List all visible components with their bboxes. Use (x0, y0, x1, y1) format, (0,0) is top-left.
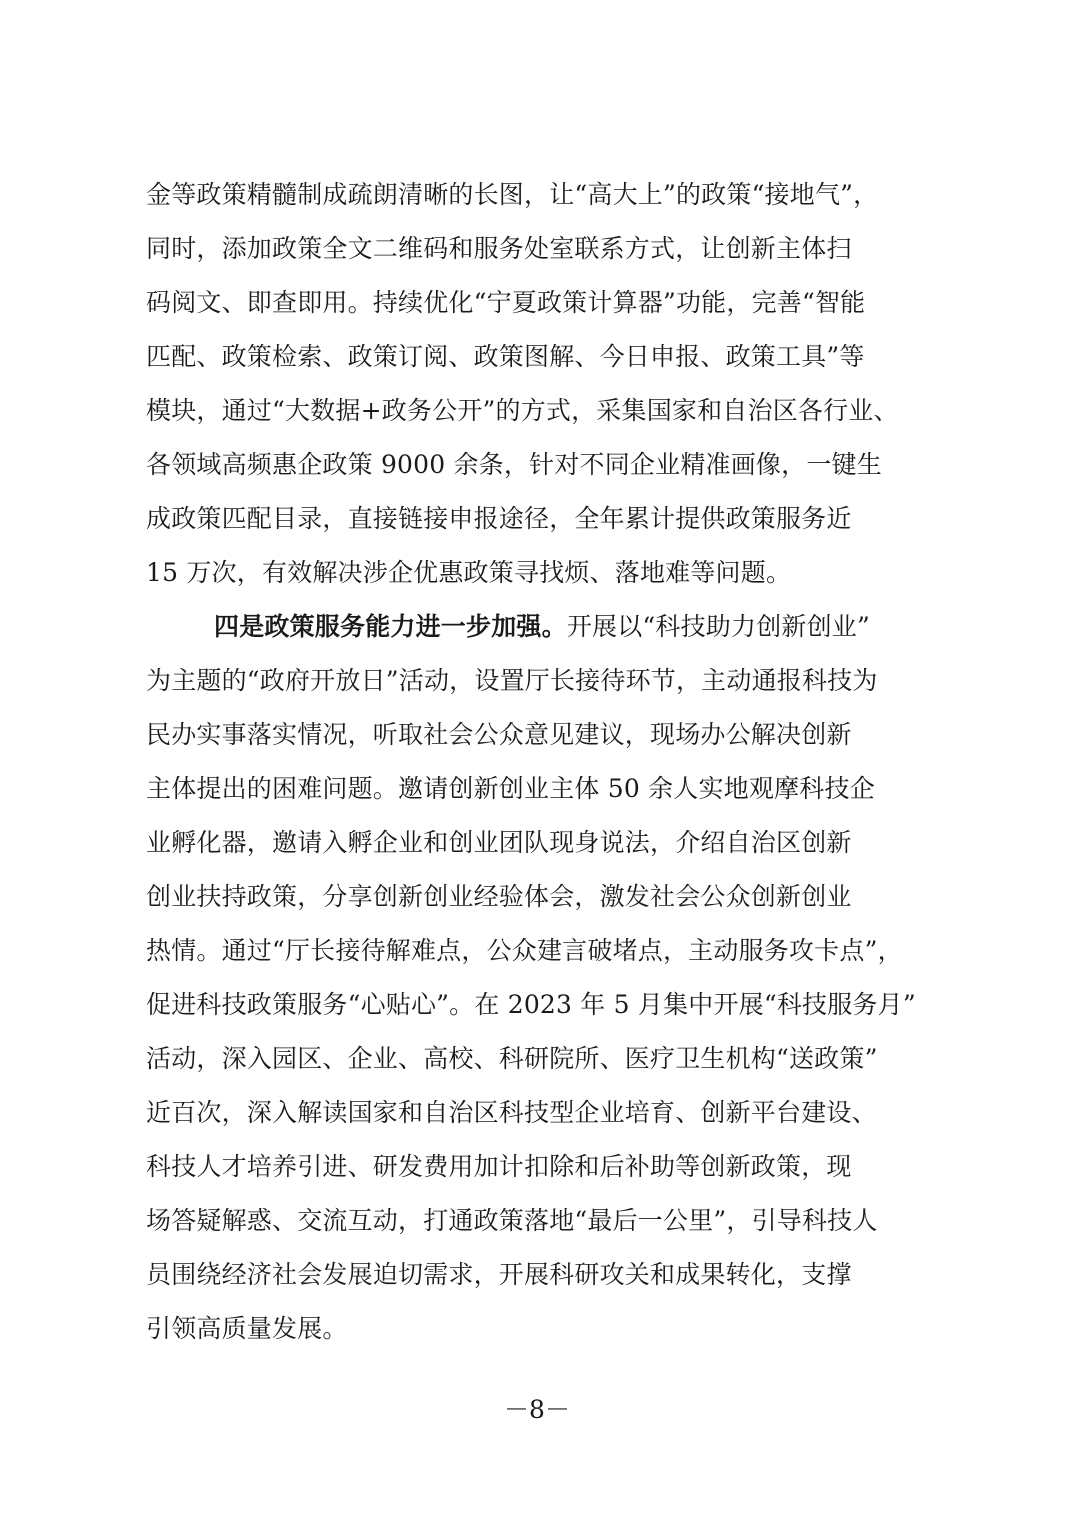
text-line: 创业扶持政策，分享创新创业经验体会，激发社会公众创新创业 (146, 882, 852, 911)
text-line: 模块，通过“大数据+政务公开”的方式，采集国家和自治区各行业、 (146, 396, 899, 425)
text-line: 民办实事落实情况，听取社会公众意见建议，现场办公解决创新 (146, 720, 852, 749)
text-line: 匹配、政策检索、政策订阅、政策图解、今日申报、政策工具”等 (146, 342, 865, 371)
paragraph-policy-service (146, 600, 936, 1356)
text-line: 同时，添加政策全文二维码和服务处室联系方式，让创新主体扫 (146, 234, 852, 263)
text-line: 科技人才培养引进、研发费用加计扣除和后补助等创新政策，现 (146, 1152, 852, 1181)
text-line: 码阅文、即查即用。持续优化“宁夏政策计算器”功能，完善“智能 (146, 288, 866, 317)
text-line: 业孵化器，邀请入孵企业和创业团队现身说法，介绍自治区创新 (146, 828, 852, 857)
text-line: 近百次，深入解读国家和自治区科技型企业培育、创新平台建设、 (146, 1098, 877, 1127)
text-line: 成政策匹配目录，直接链接申报途径，全年累计提供政策服务近 (146, 504, 852, 533)
text-fragment: 开展以“科技助力创新创业” (566, 612, 870, 641)
text-line: 主体提出的困难问题。邀请创新创业主体 50 余人实地观摩科技企 (146, 774, 875, 803)
text-line: 场答疑解惑、交流互动，打通政策落地“最后一公里”，引导科技人 (146, 1206, 878, 1235)
section-heading: 四是政策服务能力进一步加强。 (214, 612, 567, 641)
text-line: 为主题的“政府开放日”活动，设置厅长接待环节，主动通报科技为 (146, 666, 878, 695)
text-line: 促进科技政策服务“心贴心”。在 2023 年 5 月集中开展“科技服务月” (146, 990, 916, 1019)
paragraph-policy-tools (146, 168, 936, 600)
text-line: 各领域高频惠企政策 9000 余条，针对不同企业精准画像，一键生 (146, 450, 882, 479)
text-line: 热情。通过“厅长接待解难点，公众建言破堵点，主动服务攻卡点”， (146, 936, 903, 965)
body-text (146, 168, 936, 1356)
text-line: 引领高质量发展。 (146, 1314, 348, 1343)
text-line: 员围绕经济社会发展迫切需求，开展科研攻关和成果转化，支撑 (146, 1260, 852, 1289)
text-line: 金等政策精髓制成疏朗清晰的长图，让“高大上”的政策“接地气”， (146, 180, 879, 209)
text-line: 15 万次，有效解决涉企优惠政策寻找烦、落地难等问题。 (146, 558, 792, 587)
text-line: 活动，深入园区、企业、高校、科研院所、医疗卫生机构“送政策” (146, 1044, 878, 1073)
page-number: －8－ (504, 1395, 570, 1424)
paragraph-first-line (146, 600, 936, 654)
